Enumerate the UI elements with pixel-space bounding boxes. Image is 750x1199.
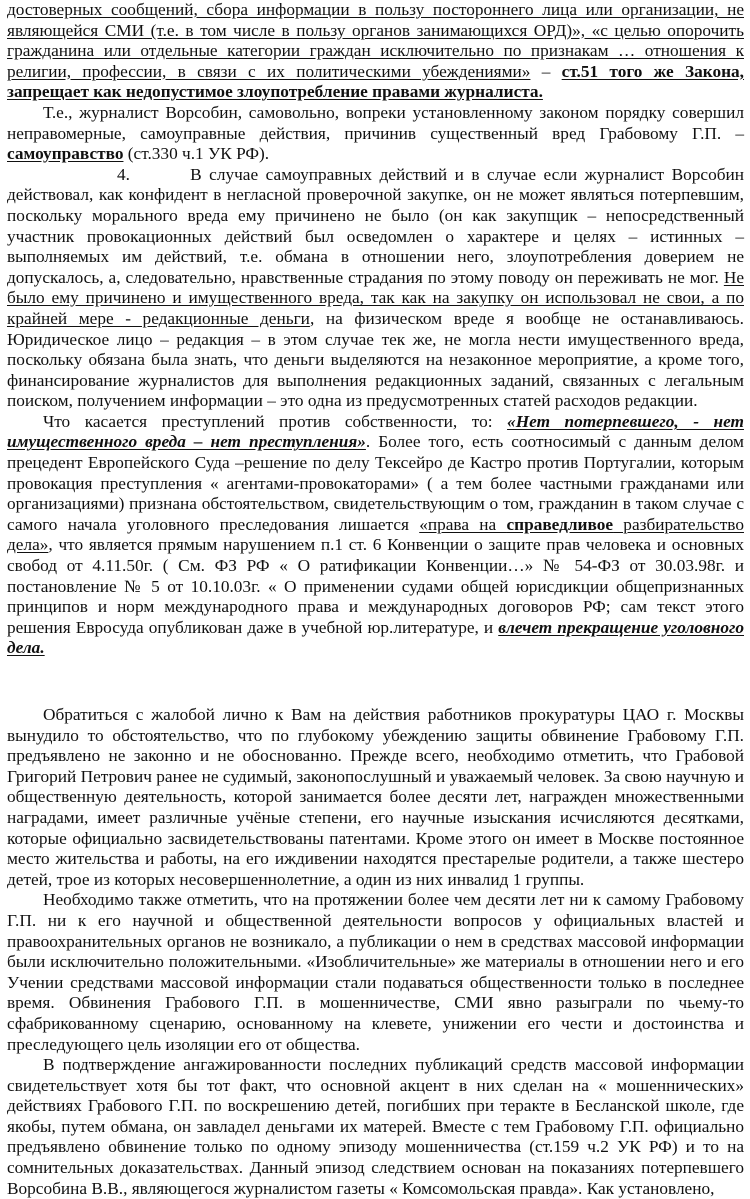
- paragraph-3: [7, 165, 744, 412]
- paragraph-2-article: (ст.330 ч.1 УК РФ).: [123, 144, 270, 164]
- quote-underlined: достоверных сообщений, сбора информации в пользу постороннего лица или организации, не являющейся СМИ (т.е. в том числе в пользу органов занимающихся ОРД)», «с целью опорочить гражданина или отдельные категории граждан исключительно по признакам … отношения к религии, профессии, в связи с их политическими убеждениями»: [7, 0, 744, 81]
- paragraph-3-text: В случае самоуправных действий и в случае если журналист Ворсобин действовал, как конфидент в негласной проверочной закупке, он не может являться потерпевшим, поскольку морального вреда ему причинено не было (он как закупщик – непосредственный участник провокационных действий был осведомлен о характере и целях – истинных – выполняемых им действий, т.е. обмана в отношении него, злоупотребления доверием не допускалось, а, следовательно, нравственные страдания по этому поводу он переживать не мог.: [7, 164, 745, 287]
- item-number: 4.: [117, 164, 130, 184]
- no-victim-slogan: «Нет потерпевшего, - нет имущественного вреда – нет преступления»: [7, 411, 744, 452]
- paragraph-3-rest: , на физическом вреде я вообще не останавливаюсь. Юридическое лицо – редакция – в этом случае тек же, не могла нести имущественного вреда, поскольку обязана была знать, что деньги выделяются на незаконное мероприятие, а кроме того, финансирование журналистов для выполнения редакционных заданий, связанных с легальным поиском, получением информации – это одна из предусмотренных статей расходов редакции.: [7, 308, 744, 411]
- fair-trial-right: «права на справедливое разбирательство дела»: [7, 514, 744, 555]
- paragraph-4-intro: Что касается преступлений против собственности, то:: [43, 411, 508, 431]
- paragraph-6: Необходимо также отметить, что на протяжении более чем десяти лет ни к самому Грабовому Г.П. ни к его научной и общественной деятельности вопросов у официальных властей и правоохранительных органов не возникало, а публикации о нем в средствах массовой информации были исключительно положительными. «Изобличительные» же материалы в отношении него и его Учении средствами массовой информации стали подаваться общественности только в последнее время. Обвинения Грабового Г.П. в мошенничестве, СМИ явно разыграли по чьему-то сфабрикованному сценарию, основанному на клевете, унижении его чести и достоинства и преследующего цель изоляции его от общества.: [7, 890, 744, 1054]
- article-51-reference: ст.51 того же Закона, запрещает как недопустимое злоупотребление правами журналиста.: [7, 61, 745, 102]
- no-property-harm-underlined: Не было ему причинено и имущественного вреда, так как на закупку он использовал не свои, а по крайней мере - редакционные деньги: [7, 267, 744, 328]
- paragraph-spacer: [7, 659, 744, 682]
- paragraph-2-text: Т.е., журналист Ворсобин, самовольно, вопреки установленному законом порядку совершил неправомерные, самоуправные действия, причинив существенный вред Грабовому Г.П. –: [7, 102, 744, 143]
- termination-of-case: влечет прекращение уголовного дела.: [7, 617, 744, 658]
- paragraph-2: [7, 103, 744, 165]
- paragraph-4: [7, 412, 744, 659]
- self-will-term: самоуправство: [7, 144, 124, 164]
- paragraph-4-continuation: , что является прямым нарушением п.1 ст. 6 Конвенции о защите прав человека и основных свобод от 4.11.50г. ( См. ФЗ РФ « О ратификации Конвенции…» № 54-ФЗ от 30.03.98г. и постановление № 5 от 10.10.03г. « О применении судами общей юрисдикции общепризнанных принципов и норм международного права и международных договоров РФ; сам текст этого решения Евросуда опубликован даже в учебной юр.литературе, и: [7, 535, 744, 637]
- paragraph-5: Обратиться с жалобой лично к Вам на действия работников прокуратуры ЦАО г. Москвы вынудило то обстоятельство, что по глубокому убеждению защиты обвинение Грабовому Г.П. предъявлено не законно и не обоснованно. Прежде всего, необходимо отметить, что Грабовой Григорий Петрович ранее не судимый, законопослушный и уважаемый человек. За свою научную и общественную деятельность, которой занимается более десяти лет, награжден множественными наградами, имеет различные учёные степени, его научные изыскания исчисляются десятками, которые официально засвидетельствованы патентами. Кроме этого он имеет в Москве постоянное место жительства и работы, на его иждивении находятся престарелые родители, а также шестеро детей, трое из которых несовершеннолетние, а один из них инвалид 1 группы.: [7, 705, 744, 889]
- paragraph-1: [7, 0, 744, 103]
- dash: –: [530, 61, 562, 81]
- paragraph-7: В подтверждение ангажированности последних публикаций средств массовой информации свидетельствует хотя бы тот факт, что основной акцент в них сделан на « мошеннических» действиях Грабового Г.П. по воскрешению детей, погибших при теракте в Бесланской школе, где якобы, путем обмана, он завладел деньгами их матерей. Вместе с тем Грабовому Г.П. официально предъявлено обвинение только по одному эпизоду мошенничества (ст.159 ч.2 УК РФ) и то на сомнительных доказательствах. Данный эпизод следствием основан на показаниях потерпевшего Ворсобина В.В., являющегося журналистом газеты « Комсомольская правда». Как установлено,: [7, 1055, 744, 1198]
- paragraph-spacer: [7, 682, 744, 705]
- paragraph-4-text: . Более того, есть соотносимый с данным делом прецедент Европейского Суда –решение по делу Тексейро де Кастро против Португалии, которым провокация преступления « агентами-провокаторами» ( а тем более частными гражданами или организациями) признана обстоятельством, свидетельствующим о том, гражданин в таком случае с самого начала уголовного преследования лишается: [7, 432, 744, 534]
